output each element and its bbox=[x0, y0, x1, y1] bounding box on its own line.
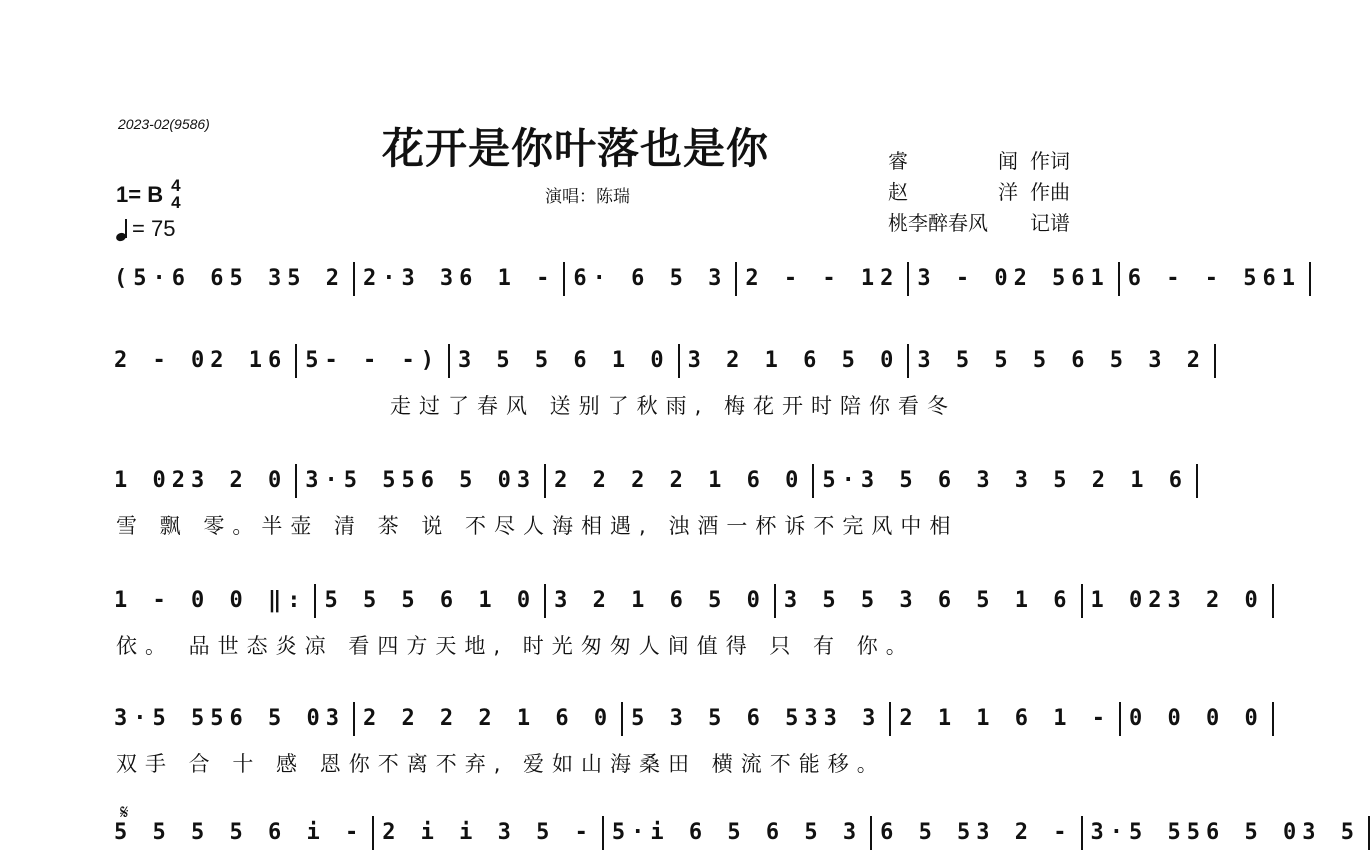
credits-block bbox=[888, 146, 1070, 239]
measure: 5·i 6 5 6 5 3 bbox=[604, 816, 872, 850]
score-line-6 bbox=[110, 816, 1360, 850]
document-id: 2023-02(9586) bbox=[118, 116, 210, 132]
measure: 3 5 5 6 1 0 bbox=[450, 344, 680, 378]
measure-row bbox=[110, 262, 1302, 296]
measure: 2 1 1 6 1 - bbox=[891, 702, 1121, 736]
measure: 3 2 1 6 5 0 bbox=[546, 584, 776, 618]
measure: 6 - - 561 bbox=[1120, 262, 1311, 296]
measure: 2 - - 12 bbox=[737, 262, 909, 296]
song-title: 花开是你叶落也是你 bbox=[382, 124, 770, 173]
lyrics-line-3: 雪 飘 零。半壶 清 茶 说 不尽人海相遇, 浊酒一杯诉不完风中相 bbox=[116, 514, 959, 538]
measure: 6 5 53 2 - bbox=[872, 816, 1082, 850]
measure-row bbox=[110, 702, 1264, 736]
measure: 3 - 02 561 bbox=[909, 262, 1119, 296]
measure-row bbox=[110, 344, 1207, 378]
measure: 1 023 2 0 bbox=[110, 464, 297, 498]
tempo-mark: = 75 bbox=[116, 216, 175, 242]
lyrics-line-5: 双手 合 十 感 恩你不离不弃, 爱如山海桑田 横流不能移。 bbox=[116, 752, 886, 776]
score-line-3 bbox=[110, 464, 1189, 498]
measure: 2·3 36 1 - bbox=[355, 262, 565, 296]
measure-row bbox=[110, 584, 1264, 618]
measure: 0 0 0 0 bbox=[1121, 702, 1274, 736]
measure: 3 5 5 3 6 5 1 6 bbox=[776, 584, 1083, 618]
key-signature: 1= B 4 4 bbox=[116, 176, 181, 212]
measure: 3·5 556 5 03 5 bbox=[1083, 816, 1370, 850]
composer-credit: 赵 洋 作曲 bbox=[888, 180, 1070, 204]
score-line-5 bbox=[110, 702, 1264, 736]
singer-credit: 演唱：陈瑞 bbox=[545, 187, 630, 207]
measure: (5·6 65 35 2 bbox=[110, 262, 355, 296]
measure-row bbox=[110, 464, 1189, 498]
quarter-note-icon bbox=[116, 217, 128, 241]
measure: 3·5 556 5 03 bbox=[110, 702, 355, 736]
measure: 2 - 02 16 bbox=[110, 344, 297, 378]
measure: 5·3 5 6 3 3 5 2 1 6 bbox=[814, 464, 1198, 498]
measure: 6· 6 5 3 bbox=[565, 262, 737, 296]
score-line-1 bbox=[110, 262, 1302, 296]
measure: 2 2 2 2 1 6 0 bbox=[355, 702, 623, 736]
time-signature: 4 4 bbox=[171, 176, 181, 212]
measure: 3 2 1 6 5 0 bbox=[680, 344, 910, 378]
transcriber-credit: 桃李醉春风 记谱 bbox=[888, 211, 1070, 235]
lyrics-line-4: 依。 品世态炎凉 看四方天地, 时光匆匆人间值得 只 有 你。 bbox=[116, 634, 915, 658]
lyrics-line-2: 走过了春风 送别了秋雨, 梅花开时陪你看冬 bbox=[390, 394, 957, 418]
measure: 5 3 5 6 533 3 bbox=[623, 702, 891, 736]
measure: 2 i i 3 5 - bbox=[374, 816, 604, 850]
measure: 5 5 5 6 1 0 bbox=[316, 584, 546, 618]
segno-icon: 𝄋 bbox=[120, 800, 129, 824]
measure: 5 5 5 5 6 i - bbox=[110, 816, 374, 850]
measure-row bbox=[110, 816, 1360, 850]
lyricist-credit: 睿 闻 作词 bbox=[888, 149, 1070, 173]
measure: 1 - 0 0 ‖: bbox=[110, 584, 316, 618]
measure: 2 2 2 2 1 6 0 bbox=[546, 464, 814, 498]
score-line-4 bbox=[110, 584, 1264, 618]
measure: 3 5 5 5 6 5 3 2 bbox=[909, 344, 1216, 378]
measure: 1 023 2 0 bbox=[1083, 584, 1274, 618]
measure: 3·5 556 5 03 bbox=[297, 464, 546, 498]
score-line-2 bbox=[110, 344, 1207, 378]
measure: 5- - -) bbox=[297, 344, 450, 378]
